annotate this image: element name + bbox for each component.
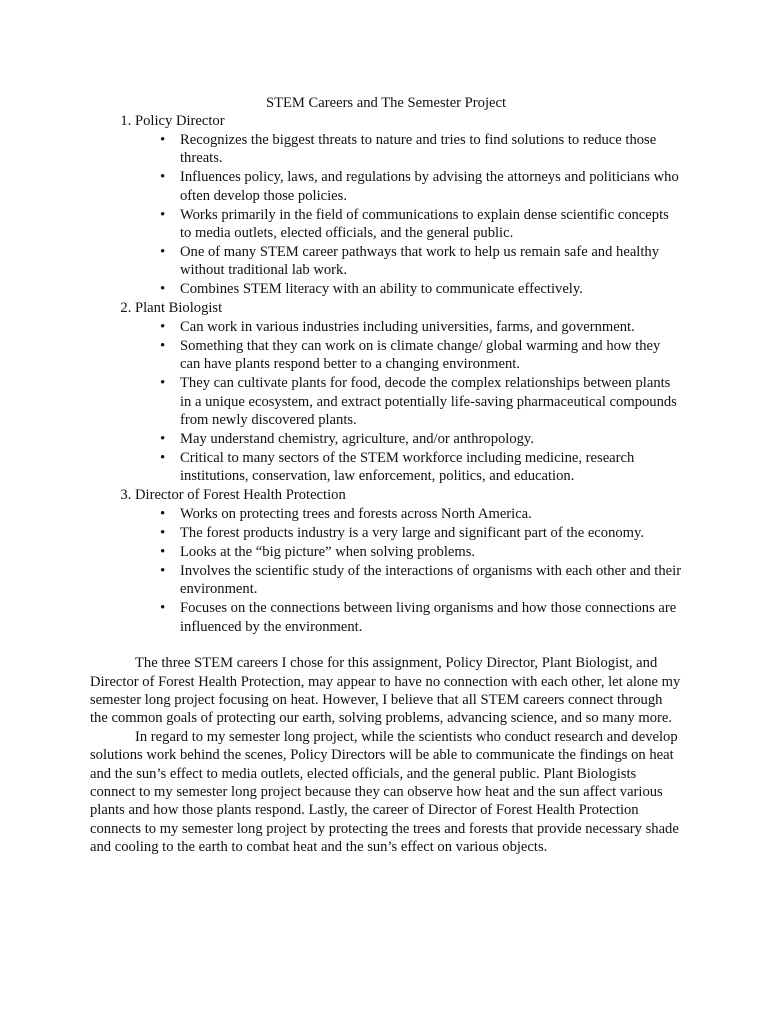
career-list: [90, 112, 682, 636]
fact-item: • May understand chemistry, agriculture, and/or anthropology.: [180, 430, 682, 448]
fact-item: • Looks at the “big picture” when solving problems.: [180, 543, 682, 561]
document-title: STEM Careers and The Semester Project: [265, 95, 507, 111]
career-name: Policy Director: [135, 113, 225, 130]
career-facts: [135, 505, 682, 636]
document-page: [90, 94, 682, 857]
fact-item: • Involves the scientific study of the interactions of organisms with each other and their environment.: [180, 562, 682, 599]
career-item: [135, 299, 682, 485]
fact-item: • Critical to many sectors of the STEM workforce including medicine, research institutions, conservation, law enforcement, politics, and education.: [180, 449, 682, 486]
fact-item: • One of many STEM career pathways that work to help us remain safe and healthy without traditional lab work.: [180, 243, 682, 280]
fact-item: • Can work in various industries including universities, farms, and government.: [180, 318, 682, 336]
career-item: [135, 112, 682, 298]
fact-item: • Focuses on the connections between living organisms and how those connections are influenced by the environment.: [180, 599, 682, 636]
career-facts: [135, 131, 682, 299]
career-name: Plant Biologist: [135, 300, 223, 317]
fact-item: • Works primarily in the field of communications to explain dense scientific concepts to media outlets, elected officials, and the general public.: [180, 206, 682, 243]
career-name: Director of Forest Health Protection: [135, 487, 346, 504]
fact-item: • Something that they can work on is climate change/ global warming and how they can have plants respond better to a changing environment.: [180, 337, 682, 374]
essay-paragraph: In regard to my semester long project, while the scientists who conduct research and develop solutions work behind the scenes, Policy Directors will be able to communicate the findings on heat and the sun’s effect to media outlets, elected officials, and the general public. Plant Biologists connect to my semester long project because they can observe how heat and the sun affect various plants and how those plants respond. Lastly, the career of Director of Forest Health Protection connects to my semester long project by protecting the trees and forests that provide necessary shade and cooling to the earth to combat heat and the sun’s effect on various objects.: [90, 728, 679, 856]
essay-paragraph: The three STEM careers I chose for this assignment, Policy Director, Plant Biologist, and Director of Forest Health Protection, may appear to have no connection with each other, let alone my semester long project focusing on heat. However, I believe that all STEM careers connect through the common goals of protecting our earth, solving problems, advancing science, and so many more.: [90, 655, 681, 727]
fact-item: • The forest products industry is a very large and significant part of the economy.: [180, 524, 682, 542]
fact-item: • They can cultivate plants for food, decode the complex relationships between plants in a unique ecosystem, and extract potentially life-saving pharmaceutical compounds from newly discovered plants.: [180, 374, 682, 429]
fact-item: • Works on protecting trees and forests across North America.: [180, 505, 682, 523]
fact-item: • Influences policy, laws, and regulations by advising the attorneys and politicians who often develop those policies.: [180, 168, 682, 205]
fact-item: • Recognizes the biggest threats to nature and tries to find solutions to reduce those threats.: [180, 131, 682, 168]
career-facts: [135, 318, 682, 486]
fact-item: • Combines STEM literacy with an ability to communicate effectively.: [180, 280, 682, 298]
career-item: [135, 486, 682, 636]
essay-body: [90, 654, 682, 856]
